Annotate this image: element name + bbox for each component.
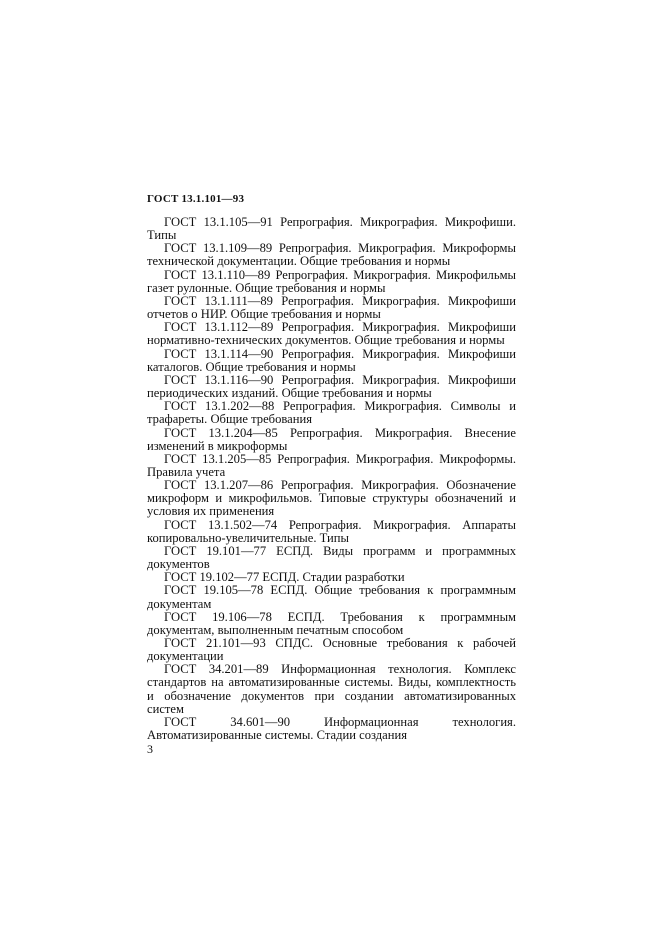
- page-header-standard: ГОСТ 13.1.101—93: [147, 193, 245, 205]
- reference-entry: ГОСТ 34.201—89 Информационная технология. Комплекс стандартов на автоматизированные системы. Виды, комплектность и обозначение документов при создании автоматизированных систем: [147, 662, 516, 716]
- reference-entry: ГОСТ 13.1.116—90 Репрография. Микрография. Микрофиши периодических изданий. Общие требования и нормы: [147, 372, 516, 401]
- reference-entry: ГОСТ 19.106—78 ЕСПД. Требования к программным документам, выполненным печатным способом: [147, 609, 516, 637]
- reference-entry: ГОСТ 34.601—90 Информационная технология. Автоматизированные системы. Стадии создания: [147, 714, 516, 743]
- reference-entry: ГОСТ 13.1.502—74 Репрография. Микрография. Аппараты копировально-увеличительные. Типы: [147, 517, 516, 545]
- reference-entry: ГОСТ 13.1.111—89 Репрография. Микрография. Микрофиши отчетов о НИР. Общие требования и нормы: [147, 293, 516, 322]
- reference-entry: ГОСТ 13.1.205—85 Репрография. Микрография. Микроформы. Правила учета: [147, 451, 516, 479]
- references-list: [147, 216, 516, 742]
- reference-entry: ГОСТ 19.102—77 ЕСПД. Стадии разработки: [164, 570, 405, 585]
- reference-entry: ГОСТ 19.105—78 ЕСПД. Общие требования к программным документам: [147, 583, 516, 611]
- reference-entry: ГОСТ 13.1.105—91 Репрография. Микрография. Микрофиши. Типы: [147, 215, 516, 243]
- reference-entry: ГОСТ 13.1.114—90 Репрография. Микрография. Микрофиши каталогов. Общие требования и нормы: [147, 346, 516, 374]
- reference-entry: ГОСТ 19.101—77 ЕСПД. Виды программ и программных документов: [147, 543, 516, 572]
- reference-entry: ГОСТ 13.1.110—89 Репрография. Микрография. Микрофильмы газет рулонные. Общие требования и нормы: [147, 267, 516, 295]
- reference-entry: ГОСТ 13.1.112—89 Репрография. Микрография. Микрофиши нормативно-технических документов. Общие требования и нормы: [147, 320, 516, 348]
- page-number: 3: [147, 742, 153, 756]
- reference-entry: ГОСТ 13.1.207—86 Репрография. Микрография. Обозначение микроформ и микрофильмов. Типовые структуры обозначений и условия их применения: [147, 478, 516, 519]
- reference-entry: ГОСТ 13.1.202—88 Репрография. Микрография. Символы и трафареты. Общие требования: [147, 399, 516, 427]
- reference-entry: ГОСТ 13.1.109—89 Репрография. Микрография. Микроформы технической документации. Общие требования и нормы: [147, 241, 516, 269]
- reference-entry: ГОСТ 13.1.204—85 Репрография. Микрография. Внесение изменений в микроформы: [147, 425, 516, 453]
- reference-entry: ГОСТ 21.101—93 СПДС. Основные требования к рабочей документации: [147, 636, 516, 664]
